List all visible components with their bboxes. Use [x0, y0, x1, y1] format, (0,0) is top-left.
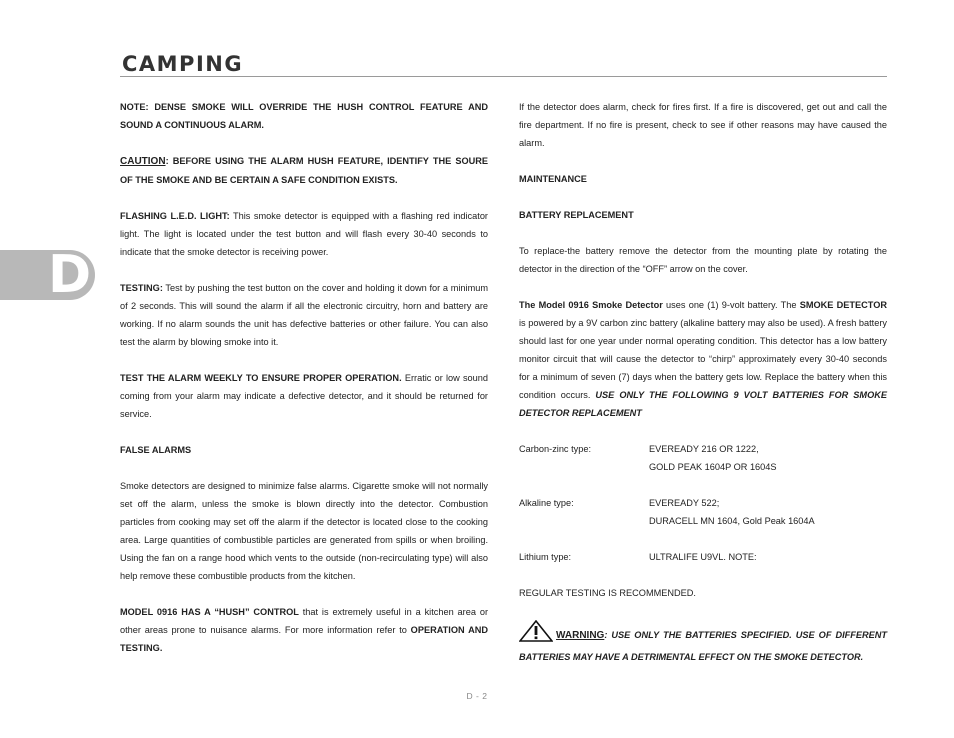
- battery-model-line2: DURACELL MN 1604, Gold Peak 1604A: [649, 516, 815, 526]
- battery-row-lithium: [519, 548, 887, 566]
- testing-paragraph: [120, 279, 488, 351]
- model-text-2: is powered by a 9V carbon zinc battery (alkaline battery may also be used). A fresh battery should last for one year under normal operating condition. This detector has a low battery monitor circuit that will cause the detector to “chirp” approximately every 30-40 seconds for a minimum of seven (7) days when the battery gets low. Replace the battery when this condition occurs.: [519, 318, 887, 400]
- caution-text: : BEFORE USING THE ALARM HUSH FEATURE, IDENTIFY THE SOURE OF THE SMOKE AND BE CERTAIN A SAFE CONDITION EXISTS.: [120, 156, 488, 185]
- left-column: [120, 98, 488, 657]
- weekly-label: TEST THE ALARM WEEKLY TO ENSURE PROPER OPERATION.: [120, 373, 402, 383]
- battery-row-carbon-zinc: [519, 440, 887, 476]
- hush-note: NOTE: DENSE SMOKE WILL OVERRIDE THE HUSH CONTROL FEATURE AND SOUND A CONTINUOUS ALARM.: [120, 102, 488, 130]
- weekly-test-paragraph: [120, 369, 488, 423]
- page-number: D - 2: [466, 691, 488, 701]
- battery-replacement-heading: BATTERY REPLACEMENT: [519, 210, 634, 220]
- battery-row-alkaline: [519, 494, 887, 530]
- model-ref: OPERATION AND TESTING.: [120, 625, 488, 653]
- model-text: that is extremely useful in a kitchen area or other areas prone to nuisance alarms. For more information refer to: [120, 607, 488, 635]
- battery-type: Lithium type:: [519, 552, 572, 562]
- testing-text: Test by pushing the test button on the cover and holding it down for a minimum of 2 seconds. This will sound the alarm if all the electronic circuitry, horn and battery are working. If no alarm sounds the unit has defective batteries or other failure. You can also test the alarm by blowing smoke into it.: [120, 283, 488, 347]
- replace-instructions: To replace-the battery remove the detector from the mounting plate by rotating the detector in the direction of the “OFF” arrow on the cover.: [519, 246, 887, 274]
- battery-emphasis: USE ONLY THE FOLLOWING 9 VOLT BATTERIES FOR SMOKE DETECTOR REPLACEMENT: [519, 390, 887, 418]
- caution-paragraph: [120, 152, 488, 189]
- testing-label: TESTING:: [120, 283, 163, 293]
- page-title: CAMPING: [122, 52, 244, 76]
- model-label: MODEL 0916 HAS A “HUSH” CONTROL: [120, 607, 299, 617]
- model-label-2: SMOKE DETECTOR: [799, 300, 888, 310]
- right-column: [519, 98, 887, 666]
- warning-triangle-icon: [519, 620, 553, 648]
- battery-type: Alkaline type:: [519, 498, 574, 508]
- alarm-intro: If the detector does alarm, check for fires first. If a fire is discovered, get out and call the fire department. If no fire is present, check to see if other reasons may have caused the alarm.: [519, 102, 887, 148]
- flashing-led-paragraph: [120, 207, 488, 261]
- battery-type: Carbon-zinc type:: [519, 444, 592, 454]
- model-text-1: uses one (1) 9-volt battery. The: [662, 300, 800, 310]
- false-alarms-heading: FALSE ALARMS: [120, 445, 192, 455]
- title-divider: [120, 76, 887, 77]
- regular-testing-note: REGULAR TESTING IS RECOMMENDED.: [519, 588, 696, 598]
- battery-model-line1: EVEREADY 216 OR 1222,: [649, 444, 759, 454]
- battery-model-line1: ULTRALIFE U9VL. NOTE:: [649, 552, 757, 562]
- hush-model-paragraph: [120, 603, 488, 657]
- battery-model-line1: EVEREADY 522;: [649, 498, 720, 508]
- flashing-text: This smoke detector is equipped with a flashing red indicator light. The light is located under the test button and will flash every 30-40 seconds to indicate that the smoke detector is receiving power.: [120, 211, 488, 257]
- model-label: The Model 0916 Smoke Detector: [519, 300, 663, 310]
- caution-label: CAUTION: [120, 156, 166, 167]
- warning-label: WARNING: [556, 630, 605, 641]
- maintenance-heading: MAINTENANCE: [519, 174, 587, 184]
- battery-model-line2: GOLD PEAK 1604P OR 1604S: [649, 462, 777, 472]
- warning-text: : USE ONLY THE BATTERIES SPECIFIED. USE OF DIFFERENT BATTERIES MAY HAVE A DETRIMENTAL EFFECT ON THE SMOKE DETECTOR.: [519, 630, 887, 662]
- flashing-label: FLASHING L.E.D. LIGHT:: [120, 211, 230, 221]
- false-alarms-text: Smoke detectors are designed to minimize false alarms. Cigarette smoke will not normally set off the alarm, unless the smoke is blown directly into the detector. Combustion particles from cooking may set off the alarm if the detector is located close to the cooking area. Large quantities of combustible particles are generated from spills or when broiling. Using the fan on a range hood which vents to the outside (non-recirculating type) will also help remove these combustible products from the kitchen.: [120, 481, 488, 581]
- section-tab-letter: D: [48, 245, 92, 305]
- warning-paragraph: [519, 620, 887, 666]
- model-battery-paragraph: [519, 296, 887, 422]
- weekly-text: Erratic or low sound coming from your alarm may indicate a defective detector, and it should be returned for service.: [120, 373, 488, 419]
